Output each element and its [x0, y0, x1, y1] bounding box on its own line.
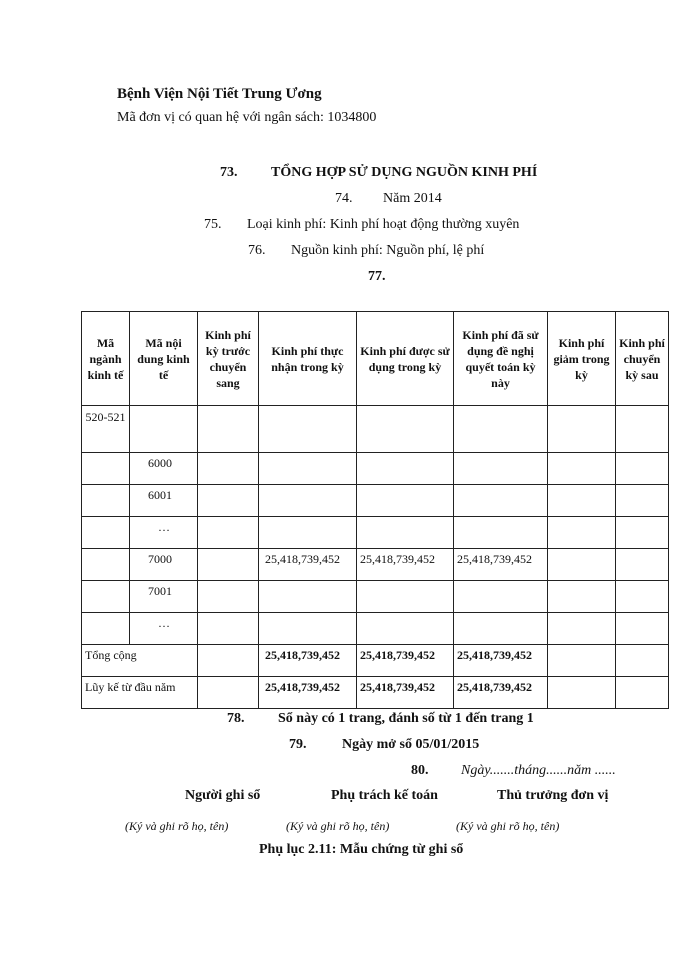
table-cell: 7000: [130, 549, 198, 581]
sign-note-2: (Ký và ghi rõ họ, tên): [286, 819, 390, 833]
col-header-sector-code: Mã ngành kinh tế: [82, 312, 130, 406]
table-cell: [259, 406, 357, 453]
signer-bookkeeper: Người ghi sổ: [185, 788, 261, 803]
title-77-number: 77.: [368, 269, 386, 284]
signer-unit-head: Thủ trưởng đơn vị: [497, 788, 609, 803]
table-cell: 25,418,739,452: [454, 677, 548, 709]
table-row: [82, 453, 669, 485]
table-cell: [357, 406, 454, 453]
table-cell: [259, 517, 357, 549]
date-placeholder: Ngày.......tháng......năm ......: [461, 763, 616, 778]
table-cell: [616, 406, 669, 453]
table-cell: 25,418,739,452: [357, 549, 454, 581]
table-cell: 6001: [130, 485, 198, 517]
table-cell: [548, 406, 616, 453]
table-cell: [198, 485, 259, 517]
table-cell: [82, 453, 130, 485]
table-cell: [259, 581, 357, 613]
cumulative-label: Lũy kế từ đầu năm: [82, 677, 198, 709]
table-cell: 25,418,739,452: [259, 549, 357, 581]
table-cell: 25,418,739,452: [454, 549, 548, 581]
table-cell: [616, 677, 669, 709]
col-header-settled: Kinh phí đã sử dụng đề nghị quyết toán kỳ này: [454, 312, 548, 406]
table-cell: [198, 677, 259, 709]
table-cell: [357, 613, 454, 645]
table-cell: [82, 581, 130, 613]
table-cell: [82, 485, 130, 517]
table-cell: [616, 485, 669, 517]
funding-source: Nguồn kinh phí: Nguồn phí, lệ phí: [291, 243, 485, 258]
budget-code: Mã đơn vị có quan hệ với ngân sách: 1034800: [117, 110, 377, 125]
table-cell: [454, 485, 548, 517]
table-cell: [198, 406, 259, 453]
table-cell: [130, 406, 198, 453]
table-cell: 520-521: [82, 406, 130, 453]
col-header-carried-out: Kinh phí chuyển kỳ sau: [616, 312, 669, 406]
sign-note-1: (Ký và ghi rõ họ, tên): [125, 819, 229, 833]
table-cell: 25,418,739,452: [259, 677, 357, 709]
funding-table: [81, 311, 669, 709]
table-row: [82, 613, 669, 645]
table-cell: [548, 613, 616, 645]
table-cell: [198, 549, 259, 581]
table-cell: …: [130, 517, 198, 549]
title-73: [220, 165, 238, 181]
line-80-number: 80.: [411, 763, 429, 778]
total-label: Tổng cộng: [82, 645, 198, 677]
table-cell: [198, 453, 259, 485]
table-cell: [454, 581, 548, 613]
table-cell: …: [130, 613, 198, 645]
total-row: [82, 645, 669, 677]
table-row: [82, 406, 669, 453]
table-cell: [82, 613, 130, 645]
table-cell: [616, 453, 669, 485]
funding-type: Loại kinh phí: Kinh phí hoạt động thường xuyên: [247, 217, 520, 232]
table-row: [82, 581, 669, 613]
table-cell: [548, 517, 616, 549]
table-cell: [548, 645, 616, 677]
table-cell: 25,418,739,452: [259, 645, 357, 677]
table-cell: [548, 549, 616, 581]
line-78-number: 78.: [227, 711, 245, 726]
table-cell: [454, 613, 548, 645]
table-cell: [616, 645, 669, 677]
table-cell: [357, 485, 454, 517]
table-cell: 25,418,739,452: [357, 645, 454, 677]
table-cell: [259, 485, 357, 517]
report-title: TỔNG HỢP SỬ DỤNG NGUỒN KINH PHÍ: [271, 165, 538, 180]
sign-note-3: (Ký và ghi rõ họ, tên): [456, 819, 560, 833]
title-75-number: 75.: [204, 217, 222, 232]
table-cell: [259, 613, 357, 645]
table-cell: 25,418,739,452: [454, 645, 548, 677]
col-header-carried-in: Kinh phí kỳ trước chuyển sang: [198, 312, 259, 406]
table-cell: [616, 581, 669, 613]
col-header-decreased: Kinh phí giảm trong kỳ: [548, 312, 616, 406]
table-cell: [259, 453, 357, 485]
page-count-note: Sổ này có 1 trang, đánh số từ 1 đến trang 1: [278, 711, 534, 726]
table-cell: [548, 581, 616, 613]
col-header-usable: Kinh phí được sử dụng trong kỳ: [357, 312, 454, 406]
table-cell: [198, 645, 259, 677]
report-year: Năm 2014: [383, 191, 442, 206]
table-row: [82, 549, 669, 581]
line-79-number: 79.: [289, 737, 307, 752]
title-76-number: 76.: [248, 243, 266, 258]
table-cell: [82, 517, 130, 549]
table-cell: [357, 517, 454, 549]
table-cell: 25,418,739,452: [357, 677, 454, 709]
col-header-received: Kinh phí thực nhận trong kỳ: [259, 312, 357, 406]
table-cell: [198, 581, 259, 613]
open-date: Ngày mở sổ 05/01/2015: [342, 737, 480, 752]
title-74-number: 74.: [335, 191, 353, 206]
table-cell: [616, 549, 669, 581]
table-cell: [357, 581, 454, 613]
table-cell: 6000: [130, 453, 198, 485]
table-cell: [198, 613, 259, 645]
signer-chief-accountant: Phụ trách kế toán: [331, 788, 438, 803]
table-cell: [548, 677, 616, 709]
table-cell: [454, 517, 548, 549]
cumulative-row: [82, 677, 669, 709]
table-cell: [82, 549, 130, 581]
appendix-caption: Phụ lục 2.11: Mẫu chứng từ ghi sổ: [259, 842, 464, 857]
table-cell: [616, 613, 669, 645]
table-cell: [357, 453, 454, 485]
col-header-content-code: Mã nội dung kinh tế: [130, 312, 198, 406]
table-cell: 7001: [130, 581, 198, 613]
table-header-row: [82, 312, 669, 406]
table-cell: [548, 453, 616, 485]
table-cell: [454, 453, 548, 485]
table-cell: [616, 517, 669, 549]
table-cell: [548, 485, 616, 517]
table-cell: [198, 517, 259, 549]
table-row: [82, 517, 669, 549]
org-name: Bệnh Viện Nội Tiết Trung Ương: [117, 86, 322, 102]
table-cell: [454, 406, 548, 453]
title-73-number: 73.: [220, 165, 238, 180]
table-row: [82, 485, 669, 517]
